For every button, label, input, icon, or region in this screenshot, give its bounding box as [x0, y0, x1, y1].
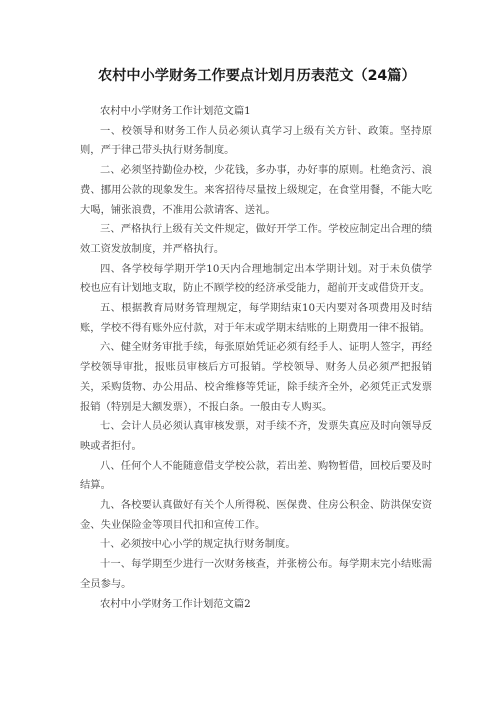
paragraph-9: 九、各校要认真做好有关个人所得税、医保费、住房公积金、防洪保安资金、失业保险金等项目代扣和宣传工作。: [80, 499, 432, 531]
paragraph-5: 五、根据教育局财务管理规定，每学期结束10天内要对各项费用及时结账，学校不得有账外应付款，对于年末或学期末结账的上期费用一律不报销。: [80, 302, 432, 334]
document-body: [80, 102, 432, 614]
paragraph-8: 八、任何个人不能随意借支学校公款，若出差、购物暂借，回校后要及时结算。: [80, 459, 432, 492]
paragraph-3: 三、严格执行上级有关文件规定，做好开学工作。学校应制定出合理的绩效工资发放制度，并严格执行。: [80, 223, 432, 255]
paragraph-7: 七、会计人员必须认真审核发票，对手续不齐，发票失真应及时向领导反映或者拒付。: [80, 420, 432, 452]
document-title: 农村中小学财务工作要点计划月历表范文（24篇）: [98, 68, 416, 84]
paragraph-2: 二、必须坚持勤俭办校，少花钱，多办事，办好事的原则。杜绝贪污、浪费、挪用公款的现象发生。来客招待尽量按上级规定，在食堂用餐，不能大吃大喝，铺张浪费，不准用公款请客、送礼。: [80, 164, 432, 216]
section-heading-1: 农村中小学财务工作计划范文篇1: [100, 105, 251, 117]
paragraph-11: 十一、每学期至少进行一次财务核查，并张榜公布。每学期末完小结账需全员参与。: [80, 558, 432, 590]
section-heading-2: 农村中小学财务工作计划范文篇2: [100, 597, 251, 610]
paragraph-6: 六、健全财务审批手续，每张原始凭证必须有经手人、证明人签字，再经学校领导审批，报账员审核后方可报销。学校领导、财务人员必须严把报销关，采购货物、办公用品、校舍维修等凭证，除手续齐全外，必须凭正式发票报销（特别是大额发票），不报白条。一般由专人购买。: [80, 341, 432, 413]
paragraph-4: 四、各学校每学期开学10天内合理地制定出本学期计划。对于未负债学校也应有计划地支取，防止不顾学校的经济承受能力，超前开支或借贷开支。: [80, 262, 432, 295]
paragraph-1: 一、校领导和财务工作人员必须认真学习上级有关方针、政策。坚持原则，严于律己带头执行财务制度。: [80, 124, 432, 157]
paragraph-10: 十、必须按中心小学的规定执行财务制度。: [100, 538, 296, 551]
